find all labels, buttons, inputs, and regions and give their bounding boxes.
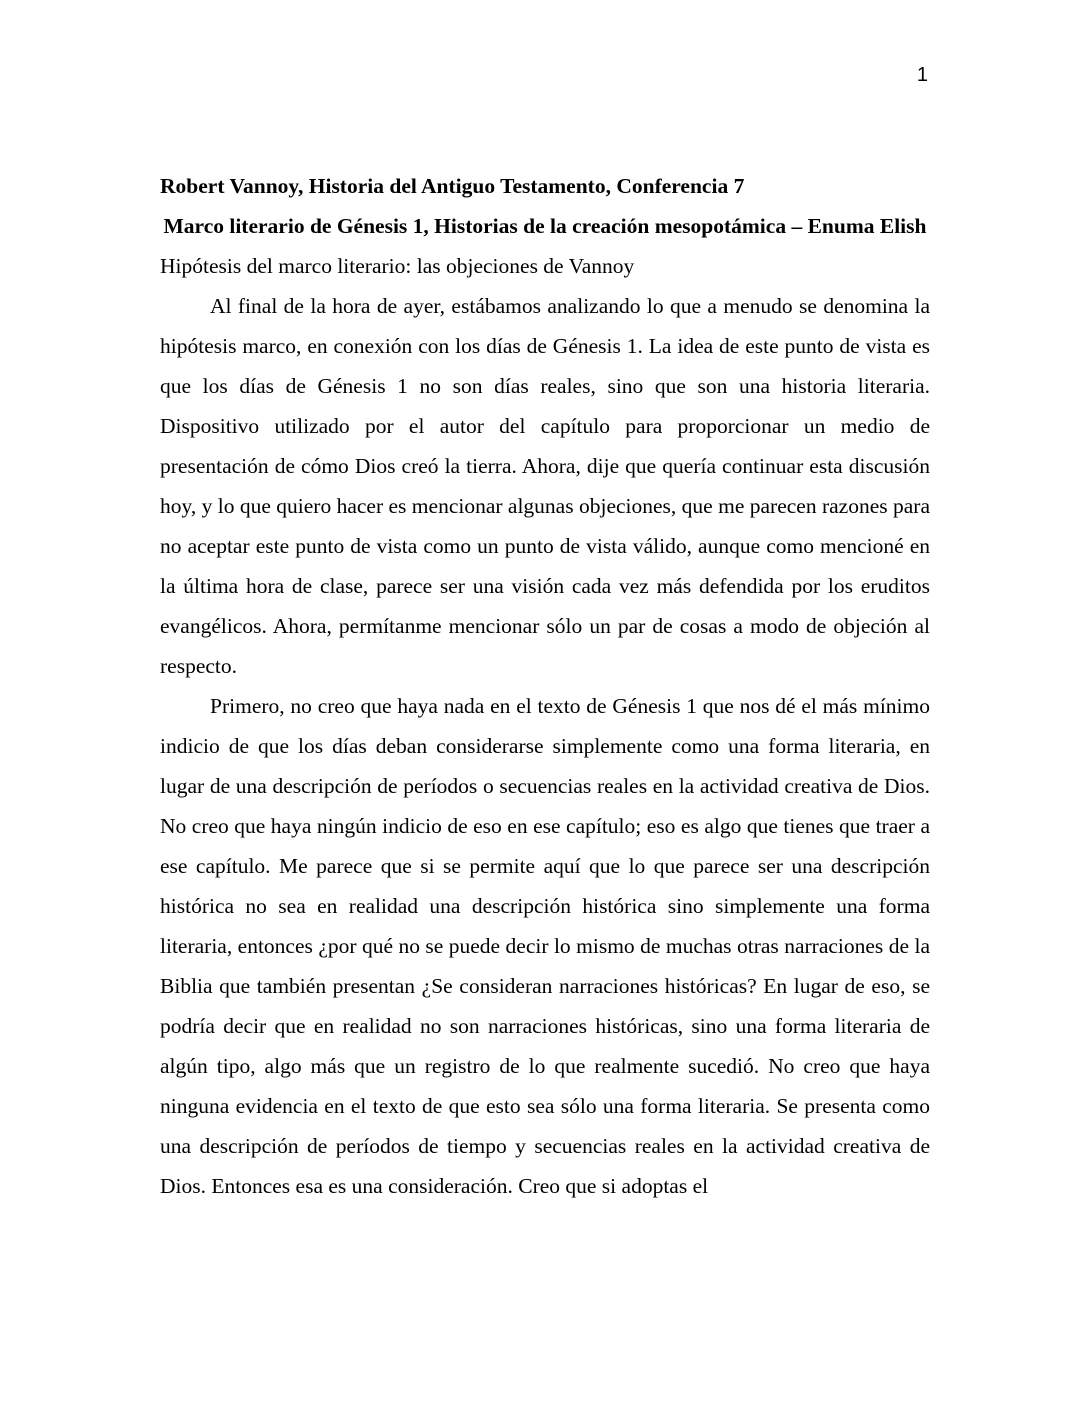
lecture-subtitle: Marco literario de Génesis 1, Historias de la creación mesopotámica – Enuma Elish [163,214,927,238]
lecture-title: Robert Vannoy, Historia del Antiguo Testamento, Conferencia 7 [160,174,745,198]
page-number: 1 [916,64,928,86]
paragraph: Primero, no creo que haya nada en el texto de Génesis 1 que nos dé el más mínimo indicio de que los días deban considerarse simplemente como una forma literaria, en lugar de una descripción de períodos o secuencias reales en la actividad creativa de Dios. No creo que haya ningún indicio de eso en ese capítulo; eso es algo que tienes que traer a ese capítulo. Me parece que si se permite aquí que lo que parece ser una descripción histórica no sea en realidad una descripción histórica sino simplemente una forma literaria, entonces ¿por qué no se puede decir lo mismo de muchas otras narraciones de la Biblia que también presentan ¿Se consideran narraciones históricas? En lugar de eso, se podría decir que en realidad no son narraciones históricas, sino una forma literaria de algún tipo, algo más que un registro de lo que realmente sucedió. No creo que haya ninguna evidencia en el texto de que esto sea sólo una forma literaria. Se presenta como una descripción de períodos de tiempo y secuencias reales en la actividad creativa de Dios. Entonces esa es una consideración. Creo que si adoptas el [160,694,930,1198]
section-heading: Hipótesis del marco literario: las objeciones de Vannoy [160,254,635,278]
paragraph: Al final de la hora de ayer, estábamos analizando lo que a menudo se denomina la hipótesis marco, en conexión con los días de Génesis 1. La idea de este punto de vista es que los días de Génesis 1 no son días reales, sino que son una historia literaria. Dispositivo utilizado por el autor del capítulo para proporcionar un medio de presentación de cómo Dios creó la tierra. Ahora, dije que quería continuar esta discusión hoy, y lo que quiero hacer es mencionar algunas objeciones, que me parecen razones para no aceptar este punto de vista como un punto de vista válido, aunque como mencioné en la última hora de clase, parece ser una visión cada vez más defendida por los eruditos evangélicos. Ahora, permítanme mencionar sólo un par de cosas a modo de objeción al respecto. [160,294,930,678]
document-body [160,166,930,1206]
